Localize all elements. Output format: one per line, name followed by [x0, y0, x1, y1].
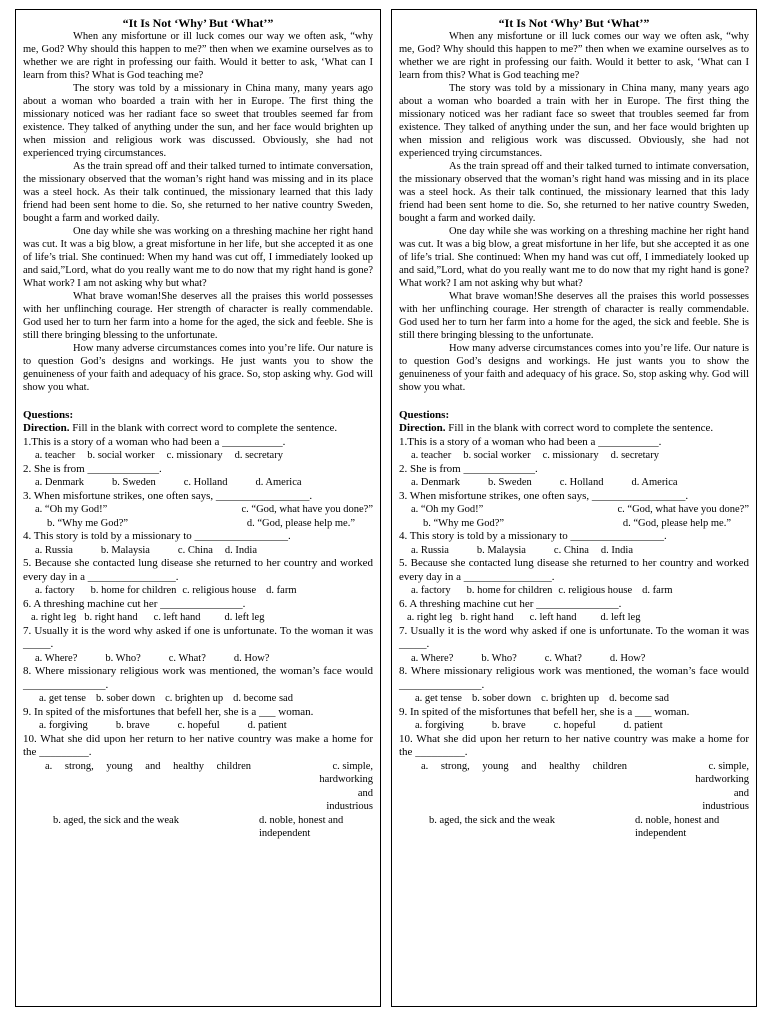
question-10: 10. What she did upon her return to her native country was make a home for the _________.: [399, 732, 749, 758]
question-6: 6. A threshing machine cut her _______________.: [399, 597, 622, 610]
option: a. forgiving: [415, 720, 464, 731]
option: d. “God, please help me.”: [622, 517, 731, 529]
question-7-options: [23, 652, 373, 666]
option: a. Denmark: [35, 477, 84, 488]
question-9-options: [23, 719, 373, 733]
direction-text: Fill in the blank with correct word to complete the sentence.: [69, 422, 338, 434]
question-3-options-row-1: [23, 503, 373, 517]
question-10-options-row-2: [399, 814, 749, 841]
option: c. What?: [168, 652, 206, 664]
direction: [399, 422, 749, 436]
option: b. Who?: [481, 652, 517, 664]
option: b. right hand: [460, 612, 514, 623]
question-2-options: [399, 476, 749, 490]
option: d. India: [600, 544, 633, 556]
option: d. left leg: [224, 612, 265, 623]
question-7: 7. Usually it is the word why asked if one is unfortunate. To the woman it was _____.: [399, 624, 749, 650]
option: b. brave: [491, 720, 526, 731]
question-3-options-row-2: [399, 517, 749, 531]
question-4-options: [399, 544, 749, 558]
option: a. Where?: [35, 652, 78, 664]
option: a. Russia: [411, 544, 449, 556]
option: c. missionary: [542, 450, 599, 461]
question-1-options: [23, 449, 373, 463]
option: b. social worker: [463, 450, 531, 461]
story-paragraph-4: One day while she was working on a threshing machine her right hand was cut. It was a big blow, a great misfortune in her life, but she accepted it as one of life’s trial. She continued: When my hand was cut off, I immediately looked up and said,”Lord, what do you really want me to do now that my right hand is gone?What work? I am not asking why but what?: [399, 226, 749, 289]
story-paragraph-1: When any misfortune or ill luck comes our way we often ask, “why me, God? Why should this happen to me?” then when we examine ourselves as to whether we are right in professing our faith. Would it better to ask, ‘What can I learn from this? What is God teaching me?: [23, 31, 373, 81]
question-5-options: [23, 584, 373, 598]
direction-label: Direction.: [23, 422, 70, 434]
option: d. noble, honest and independent: [259, 814, 344, 839]
option: b. Who?: [105, 652, 141, 664]
option: b. social worker: [87, 450, 155, 461]
question-10: 10. What she did upon her return to her native country was make a home for the _________.: [23, 732, 373, 758]
option: c. brighten up: [541, 693, 600, 704]
option: a. Denmark: [411, 477, 460, 488]
worksheet-copy-left: [15, 9, 381, 1007]
option: b. Malaysia: [476, 544, 526, 556]
option: c. brighten up: [165, 693, 224, 704]
option: c. China: [177, 544, 213, 556]
story-paragraph-2: The story was told by a missionary in China many, many years ago about a woman who boarded a train with her in Europe. The first thing the missionary noticed was her radiant face so sweet that troubles seemed far from existence. They talked of anything under the sun, and her face would brighten up when mission and religious work was discussed. Obviously, she had not experienced trying circumstances.: [23, 83, 373, 159]
option: b. sober down: [471, 693, 532, 704]
question-8-options: [23, 692, 373, 706]
question-10-options-row-2: [23, 814, 373, 841]
option: b. home for children: [90, 585, 177, 596]
option: d. India: [224, 544, 257, 556]
option: a. factory: [411, 585, 451, 596]
option: c. What?: [544, 652, 582, 664]
worksheet-copy-right: [391, 9, 757, 1007]
question-3: 3. When misfortune strikes, one often says, _________________.: [23, 489, 313, 502]
option: d. become sad: [233, 693, 293, 704]
option: a. strong, young and healthy children: [421, 760, 628, 772]
option: b. home for children: [466, 585, 553, 596]
story-paragraph-1: When any misfortune or ill luck comes our way we often ask, “why me, God? Why should this happen to me?” then when we examine ourselves as to whether we are right in professing our faith. Would it better to ask, ‘What can I learn from this? What is God teaching me?: [399, 31, 749, 81]
option: c. simple, hardworking and industrious: [319, 760, 373, 812]
question-5-options: [399, 584, 749, 598]
option: a. teacher: [411, 450, 452, 461]
question-6-options: [399, 611, 749, 625]
question-5: 5. Because she contacted lung disease she returned to her country and worked every day in a ________________.: [399, 557, 749, 583]
option: b. brave: [115, 720, 150, 731]
option: c. Holland: [183, 477, 228, 488]
question-1: 1.This is a story of a woman who had been a ___________.: [23, 435, 286, 448]
question-10-options-row-1: [399, 760, 749, 814]
question-4-options: [23, 544, 373, 558]
option: d. “God, please help me.”: [246, 517, 355, 529]
question-4: 4. This story is told by a missionary to _________________.: [399, 530, 667, 542]
option: b. Sweden: [487, 477, 532, 488]
option: c. missionary: [166, 450, 223, 461]
option: d. patient: [247, 720, 287, 731]
story-paragraph-3: As the train spread off and their talked turned to intimate conversation, the missionary observed that the woman’s right hand was missing and in its place was a steel hock. As their talk continued, the missionary learned that this lady friend had been sent home to die. So, she returned to her native country Sweden, bought a farm and worked daily.: [23, 161, 373, 224]
option: b. Malaysia: [100, 544, 150, 556]
story-paragraph-4: One day while she was working on a threshing machine her right hand was cut. It was a big blow, a great misfortune in her life, but she accepted it as one of life’s trial. She continued: When my hand was cut off, I immediately looked up and said,”Lord, what do you really want me to do now that my right hand is gone?What work? I am not asking why but what?: [23, 226, 373, 289]
question-1: 1.This is a story of a woman who had been a ___________.: [399, 435, 662, 448]
question-9: 9. In spited of the misfortunes that befell her, she is a ___ woman.: [23, 705, 314, 718]
question-8-options: [399, 692, 749, 706]
direction-text: Fill in the blank with correct word to complete the sentence.: [445, 422, 714, 434]
option: d. farm: [266, 585, 297, 596]
question-2: 2. She is from _____________.: [23, 462, 162, 475]
option: c. hopeful: [553, 720, 596, 731]
option: a. Russia: [35, 544, 73, 556]
option: c. religious house: [558, 585, 633, 596]
option: a. right leg: [31, 612, 77, 623]
option: d. patient: [623, 720, 663, 731]
question-3-options-row-1: [399, 503, 749, 517]
question-6: 6. A threshing machine cut her _______________.: [23, 597, 246, 610]
question-7: 7. Usually it is the word why asked if one is unfortunate. To the woman it was _____.: [23, 624, 373, 650]
question-2: 2. She is from _____________.: [399, 462, 538, 475]
story-paragraph-2: The story was told by a missionary in China many, many years ago about a woman who boarded a train with her in Europe. The first thing the missionary noticed was her radiant face so sweet that troubles seemed far from existence. They talked of anything under the sun, and her face would brighten up when mission and religious work was discussed. Obviously, she had not experienced trying circumstances.: [399, 83, 749, 159]
question-8: 8. Where missionary religious work was mentioned, the woman’s face would _______________.: [23, 665, 373, 691]
question-6-options: [23, 611, 373, 625]
direction: [23, 422, 373, 436]
option: d. secretary: [610, 450, 659, 461]
option: a. strong, young and healthy children: [45, 760, 252, 772]
option: c. China: [553, 544, 589, 556]
questions-heading: Questions:: [23, 409, 74, 421]
question-1-options: [399, 449, 749, 463]
option: d. America: [631, 477, 678, 488]
option: d. left leg: [600, 612, 641, 623]
option: a. get tense: [39, 693, 86, 704]
question-7-options: [399, 652, 749, 666]
option: b. right hand: [84, 612, 138, 623]
option: b. “Why me God?”: [47, 517, 129, 529]
question-9: 9. In spited of the misfortunes that befell her, she is a ___ woman.: [399, 705, 690, 718]
option: d. become sad: [609, 693, 669, 704]
option: b. “Why me God?”: [423, 517, 505, 529]
option: c. “God, what have you done?”: [241, 504, 373, 515]
option: b. aged, the sick and the weak: [53, 814, 179, 826]
option: c. left hand: [153, 612, 201, 623]
question-3-options-row-2: [23, 517, 373, 531]
option: d. noble, honest and independent: [635, 814, 720, 839]
option: c. hopeful: [177, 720, 220, 731]
question-2-options: [23, 476, 373, 490]
option: a. Where?: [411, 652, 454, 664]
questions-heading: Questions:: [399, 409, 450, 421]
option: c. “God, what have you done?”: [617, 504, 749, 515]
option: a. “Oh my God!”: [411, 504, 484, 515]
story-paragraph-5: What brave woman!She deserves all the praises this world possesses with her unflinching courage. Her strength of character is really commendable. God used her to turn her farm into a home for the aged, the sick and feeble. She is still there bringing blessing to the unfortunate.: [23, 291, 373, 341]
option: c. religious house: [182, 585, 257, 596]
question-10-options-row-1: [23, 760, 373, 814]
option: a. get tense: [415, 693, 462, 704]
story-paragraph-6: How many adverse circumstances comes into you’re life. Our nature is to question God’s designs and workings. He just wants you to show the genuineness of your faith and adequacy of his grace. So, stop asking why. God will show you what.: [399, 343, 749, 393]
story-paragraph-5: What brave woman!She deserves all the praises this world possesses with her unflinching courage. Her strength of character is really commendable. God used her to turn her farm into a home for the aged, the sick and feeble. She is still there bringing blessing to the unfortunate.: [399, 291, 749, 341]
option: d. How?: [609, 652, 646, 664]
option: d. farm: [642, 585, 673, 596]
option: a. factory: [35, 585, 75, 596]
option: d. America: [255, 477, 302, 488]
option: a. right leg: [407, 612, 453, 623]
option: a. “Oh my God!”: [35, 504, 108, 515]
option: b. aged, the sick and the weak: [429, 814, 555, 826]
question-5: 5. Because she contacted lung disease she returned to her country and worked every day in a ________________.: [23, 557, 373, 583]
question-9-options: [399, 719, 749, 733]
question-8: 8. Where missionary religious work was mentioned, the woman’s face would _______________.: [399, 665, 749, 691]
story-paragraph-6: How many adverse circumstances comes into you’re life. Our nature is to question God’s designs and workings. He just wants you to show the genuineness of your faith and adequacy of his grace. So, stop asking why. God will show you what.: [23, 343, 373, 393]
story-title: “It Is Not ‘Why’ But ‘What’”: [498, 16, 650, 30]
option: a. teacher: [35, 450, 76, 461]
direction-label: Direction.: [399, 422, 446, 434]
option: c. left hand: [529, 612, 577, 623]
question-4: 4. This story is told by a missionary to _________________.: [23, 530, 291, 542]
option: d. How?: [233, 652, 270, 664]
story-title: “It Is Not ‘Why’ But ‘What’”: [122, 16, 274, 30]
option: a. forgiving: [39, 720, 88, 731]
option: b. sober down: [95, 693, 156, 704]
option: b. Sweden: [111, 477, 156, 488]
story-paragraph-3: As the train spread off and their talked turned to intimate conversation, the missionary observed that the woman’s right hand was missing and in its place was a steel hock. As their talk continued, the missionary learned that this lady friend had been sent home to die. So, she returned to her native country Sweden, bought a farm and worked daily.: [399, 161, 749, 224]
question-3: 3. When misfortune strikes, one often says, _________________.: [399, 489, 689, 502]
option: d. secretary: [234, 450, 283, 461]
option: c. simple, hardworking and industrious: [695, 760, 749, 812]
option: c. Holland: [559, 477, 604, 488]
